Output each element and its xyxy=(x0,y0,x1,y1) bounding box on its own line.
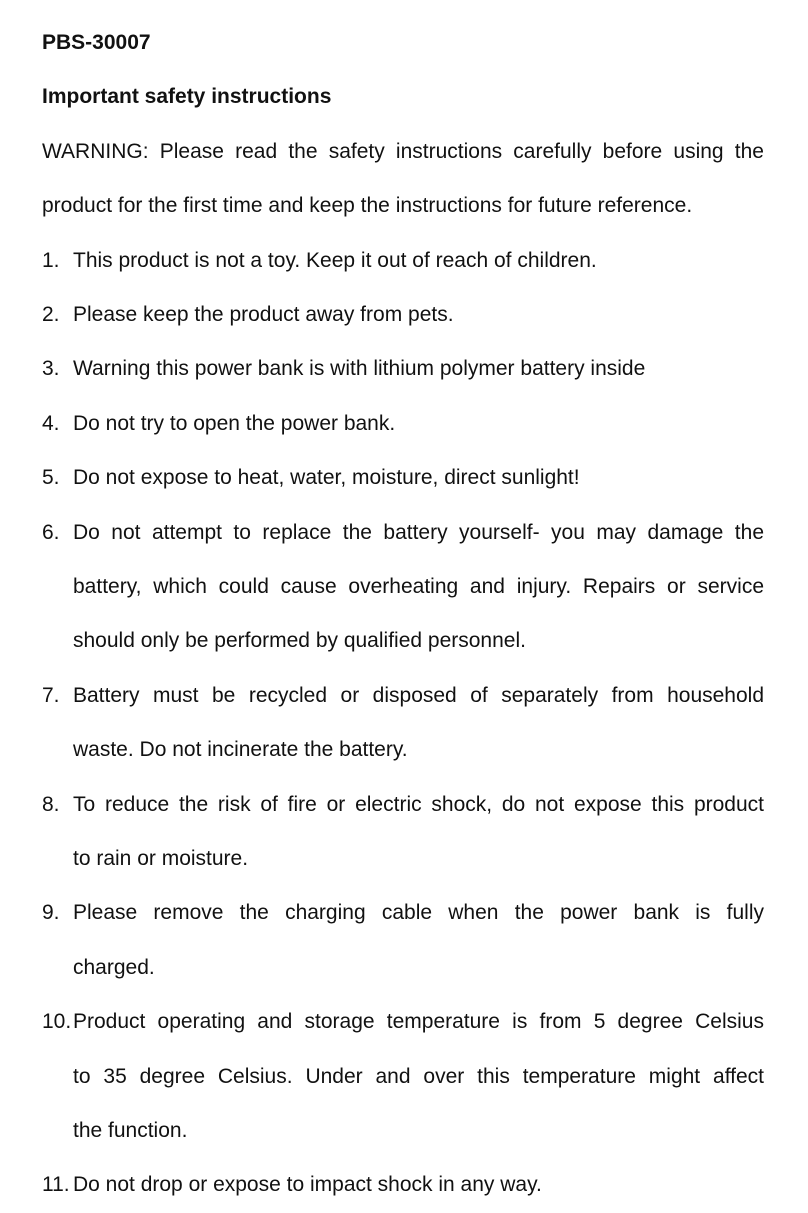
list-item-line: Please remove the charging cable when the power bank is fully xyxy=(73,901,764,925)
list-item-text xyxy=(73,886,764,995)
list-item xyxy=(42,288,764,342)
list-item-number: 2. xyxy=(42,302,60,326)
list-item xyxy=(42,506,764,669)
list-item-text xyxy=(73,669,764,778)
list-item-line: Warning this power bank is with lithium polymer battery inside xyxy=(73,357,646,381)
page-title: Important safety instructions xyxy=(42,85,332,109)
list-item xyxy=(42,234,764,288)
list-item-line: Product operating and storage temperature is from 5 degree Celsius xyxy=(73,1010,764,1034)
list-item-text xyxy=(73,995,764,1158)
list-item-line: Do not attempt to replace the battery yourself- you may damage the xyxy=(73,520,764,544)
list-item-line: charged. xyxy=(73,955,155,979)
warning-line-1: WARNING: Please read the safety instructions carefully before using the xyxy=(42,139,764,163)
list-item-line: waste. Do not incinerate the battery. xyxy=(73,738,408,762)
list-item-number: 7. xyxy=(42,683,60,707)
list-item xyxy=(42,1158,764,1212)
list-item xyxy=(42,342,764,396)
list-item xyxy=(42,778,764,887)
list-item xyxy=(42,669,764,778)
list-item-line: the function. xyxy=(73,1118,188,1142)
list-item-number: 6. xyxy=(42,520,60,544)
list-item-line: This product is not a toy. Keep it out of reach of children. xyxy=(73,248,597,272)
list-item-text xyxy=(73,1158,764,1212)
list-item-line: To reduce the risk of fire or electric shock, do not expose this product xyxy=(73,792,764,816)
list-item-number: 1. xyxy=(42,248,60,272)
list-item xyxy=(42,995,764,1158)
warning-line-2: product for the first time and keep the instructions for future reference. xyxy=(42,194,693,218)
list-item-text xyxy=(73,234,764,288)
list-item-line: Do not expose to heat, water, moisture, direct sunlight! xyxy=(73,466,580,490)
list-item xyxy=(42,886,764,995)
list-item-text xyxy=(73,451,764,505)
list-item-number: 11. xyxy=(42,1173,70,1197)
list-item-line: battery, which could cause overheating and injury. Repairs or service xyxy=(73,574,764,598)
list-item-number: 9. xyxy=(42,901,60,925)
list-item-text xyxy=(73,506,764,669)
list-item-text xyxy=(73,342,764,396)
list-item-number: 10. xyxy=(42,1010,72,1034)
list-item-line: Please keep the product away from pets. xyxy=(73,302,454,326)
list-item-number: 5. xyxy=(42,466,60,490)
list-item-line: should only be performed by qualified personnel. xyxy=(73,629,526,653)
list-item xyxy=(42,451,764,505)
list-item-line: to rain or moisture. xyxy=(73,846,249,870)
list-item-line: to 35 degree Celsius. Under and over this temperature might affect xyxy=(73,1064,764,1088)
model-number: PBS-30007 xyxy=(42,31,151,54)
list-item-line: Do not try to open the power bank. xyxy=(73,411,396,435)
list-item-text xyxy=(73,288,764,342)
list-item-line: Do not drop or expose to impact shock in any way. xyxy=(73,1173,542,1197)
list-item-number: 8. xyxy=(42,792,60,816)
list-item-number: 4. xyxy=(42,411,60,435)
instruction-list xyxy=(42,234,764,1213)
list-item-number: 3. xyxy=(42,357,60,381)
list-item-text xyxy=(73,397,764,451)
list-item xyxy=(42,397,764,451)
list-item-line: Battery must be recycled or disposed of separately from household xyxy=(73,683,764,707)
list-item-text xyxy=(73,778,764,887)
